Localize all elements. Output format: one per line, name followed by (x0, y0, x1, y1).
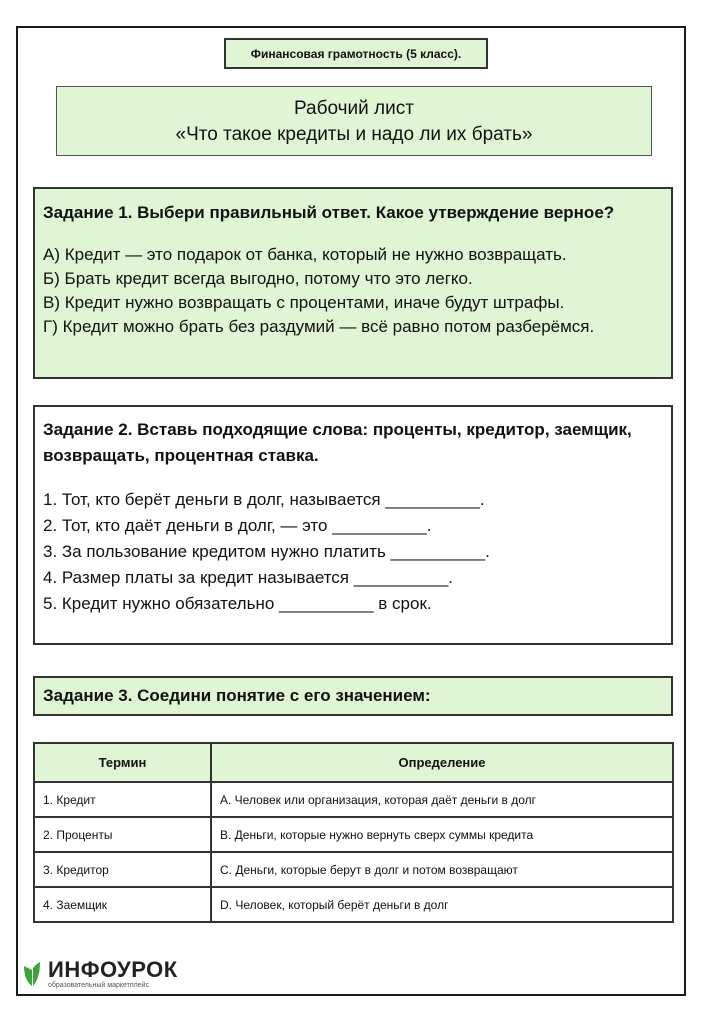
title-line-1: Рабочий лист (294, 98, 414, 119)
table-header-row (34, 743, 673, 782)
task-2-box (33, 405, 673, 645)
definition-cell: C. Деньги, которые берут в долг и потом возвращают (211, 852, 673, 887)
infourok-logo (22, 958, 178, 990)
table-row (34, 887, 673, 922)
worksheet-title (56, 86, 652, 156)
definition-cell: D. Человек, который берёт деньги в долг (211, 887, 673, 922)
column-header-definition: Определение (211, 743, 673, 782)
term-cell: 2. Проценты (34, 817, 211, 852)
term-cell: 4. Заемщик (34, 887, 211, 922)
task-2-item: 3. За пользование кредитом нужно платить __________. (43, 542, 490, 561)
logo-name: ИНФОУРОК (48, 956, 178, 982)
definition-cell: A. Человек или организация, которая даёт деньги в долг (211, 782, 673, 817)
task-1-option: Г) Кредит можно брать без раздумий — всё равно потом разберёмся. (43, 317, 595, 336)
task-2-item: 4. Размер платы за кредит называется __________. (43, 568, 454, 587)
title-line-2: «Что такое кредиты и надо ли их брать» (175, 124, 533, 145)
term-cell: 1. Кредит (34, 782, 211, 817)
task-2-item: 2. Тот, кто даёт деньги в долг, — это __________. (43, 516, 432, 535)
task-2-item: 1. Тот, кто берёт деньги в долг, называется __________. (43, 490, 485, 509)
table-row (34, 782, 673, 817)
task-1-option: Б) Брать кредит всегда выгодно, потому что это легко. (43, 269, 473, 288)
task-1-heading: Задание 1. Выбери правильный ответ. Какое утверждение верное? (43, 203, 615, 222)
term-cell: 3. Кредитор (34, 852, 211, 887)
task-1-option: В) Кредит нужно возвращать с процентами, иначе будут штрафы. (43, 293, 565, 312)
subject-label: Финансовая грамотность (5 класс). (224, 38, 488, 69)
table-row (34, 817, 673, 852)
task-1-option: А) Кредит — это подарок от банка, который не нужно возвращать. (43, 245, 567, 264)
table-row (34, 852, 673, 887)
task-1-box (33, 187, 673, 379)
logo-tagline: образовательный маркетплейс (48, 981, 150, 989)
task-2-item: 5. Кредит нужно обязательно __________ в срок. (43, 594, 432, 613)
matching-table (33, 742, 674, 923)
column-header-term: Термин (34, 743, 211, 782)
leaf-icon (22, 960, 42, 988)
definition-cell: B. Деньги, которые нужно вернуть сверх суммы кредита (211, 817, 673, 852)
task-3-heading: Задание 3. Соедини понятие с его значением: (33, 676, 673, 716)
task-2-heading: Задание 2. Вставь подходящие слова: проценты, кредитор, заемщик, возвращать, процентная ставка. (43, 420, 632, 465)
